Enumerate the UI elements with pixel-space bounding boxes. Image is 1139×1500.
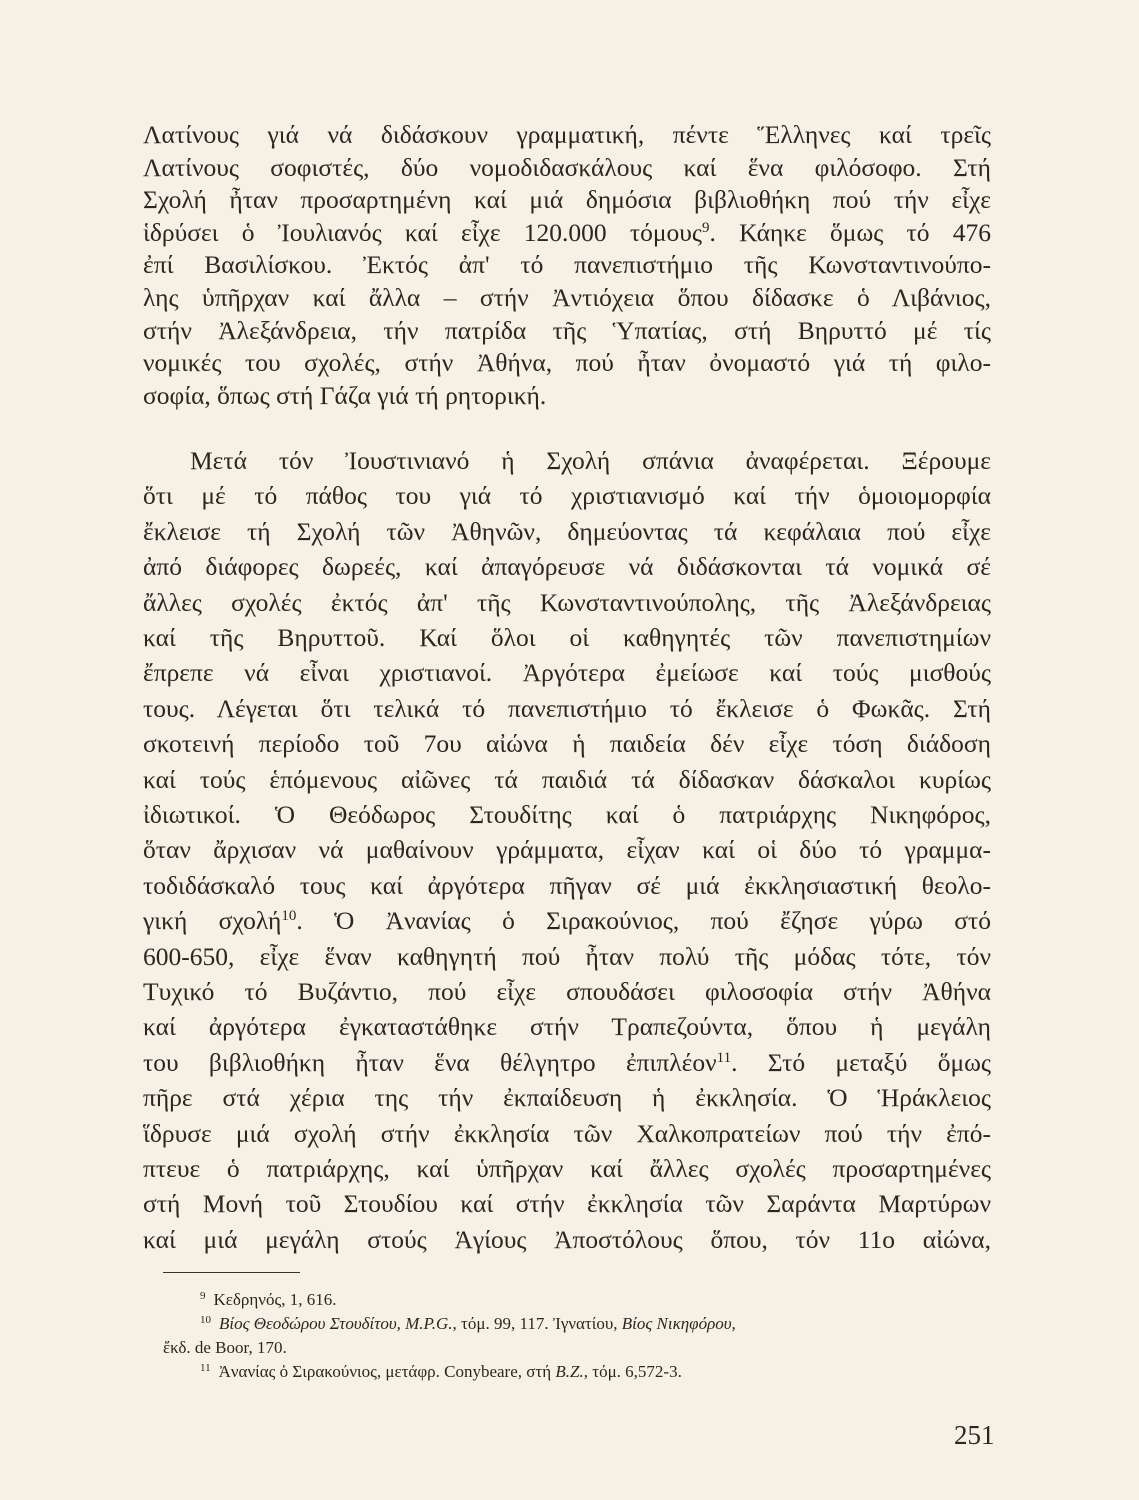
text-line: Λατίνους σοφιστές, δύο νομοδιδασκάλους καί ἕνα φιλόσοφο. Στή (143, 152, 991, 182)
text-line: καί τῆς Βηρυττοῦ. Καί ὅλοι οἱ καθηγητές τῶν πανεπιστημίων (143, 623, 991, 652)
text-line: ἔπρεπε νά εἶναι χριστιανοί. Ἀργότερα ἐμείωσε καί τούς μισθούς (143, 658, 991, 688)
text-line: σκοτεινή περίοδο τοῦ 7ου αἰώνα ἡ παιδεία δέν εἶχε τόση διάδοση (143, 729, 991, 759)
footnote-text: , τόμ. 6,572-3. (583, 1362, 682, 1381)
footnote-title: Βίος Νικηφόρου, (621, 1314, 736, 1333)
text-line: τους. Λέγεται ὅτι τελικά τό πανεπιστήμιο τό ἔκλεισε ὁ Φωκᾶς. Στή (143, 693, 991, 723)
text-line: ἐπί Βασιλίσκου. Ἐκτός ἀπ' τό πανεπιστήμιο τῆς Κωνσταντινούπο- (143, 250, 991, 280)
text-line (143, 1048, 991, 1078)
footnote-11 (200, 1362, 682, 1382)
footnote-10-cont: ἔκδ. de Boor, 170. (163, 1338, 287, 1357)
page-number: 251 (954, 1420, 995, 1450)
text-line: καί τούς ἑπόμενους αἰῶνες τά παιδιά τά δίδασκαν δάσκαλοι κυρίως (143, 764, 991, 794)
text-line: Τυχικό τό Βυζάντιο, πού εἶχε σπουδάσει φιλοσοφία στήν Ἀθήνα (143, 977, 991, 1006)
text-segment: . Στό μεταξύ ὅμως (731, 1047, 991, 1077)
text-line: Λατίνους γιά νά διδάσκουν γραμματική, πέντε Ἕλληνες καί τρεῖς (143, 120, 991, 149)
text-segment: ἱδρύσει ὁ Ἰουλιανός καί εἶχε 120.000 τόμους (143, 217, 703, 247)
footnote-title: B.Z. (555, 1362, 584, 1381)
footnote-reference: 11 (716, 1049, 732, 1066)
text-line: ὅτι μέ τό πάθος του γιά τό χριστιανισμό καί τήν ὁμοιομορφία (143, 481, 991, 511)
text-line (143, 906, 991, 936)
text-line: τοδιδάσκαλό τους καί ἀργότερα πῆγαν σέ μιά ἐκκλησιαστική θεολο- (143, 870, 991, 900)
footnote-divider (163, 1272, 300, 1273)
text-segment: γική σχολή (143, 906, 282, 936)
text-segment: . Κάηκε ὅμως τό 476 (709, 217, 991, 247)
footnote-10 (200, 1314, 992, 1334)
text-line: καί ἀργότερα ἐγκαταστάθηκε στήν Τραπεζούντα, ὅπου ἡ μεγάλη (143, 1012, 991, 1042)
text-line: καί μιά μεγάλη στούς Ἁγίους Ἀποστόλους ὅπου, τόν 11ο αἰώνα, (143, 1224, 991, 1254)
text-line: ἔκλεισε τή Σχολή τῶν Ἀθηνῶν, δημεύοντας τά κεφάλαια πού εἶχε (143, 516, 991, 546)
footnote-reference: 9 (702, 219, 710, 236)
footnote-number: 9 (200, 1290, 206, 1302)
text-line: λης ὑπῆρχαν καί ἄλλα – στήν Ἀντιόχεια ὅπου δίδασκε ὁ Λιβάνιος, (143, 283, 991, 312)
text-line: πτευε ὁ πατριάρχης, καί ὑπῆρχαν καί ἄλλες σχολές προσαρτημένες (143, 1154, 991, 1183)
footnote-text: , τόμ. 99, 117. Ἰγνατίου, (452, 1314, 622, 1333)
text-line: ὅταν ἄρχισαν νά μαθαίνουν γράμματα, εἶχαν καί οἱ δύο τό γραμμα- (143, 835, 991, 865)
text-segment: του βιβλιοθήκη ἦταν ἕνα θέλγητρο ἐπιπλέον (143, 1047, 717, 1077)
text-line: στήν Ἀλεξάνδρεια, τήν πατρίδα τῆς Ὑπατίας, στή Βηρυττό μέ τίς (143, 315, 991, 345)
text-line: ἰδιωτικοί. Ὁ Θεόδωρος Στουδίτης καί ὁ πατριάρχης Νικηφόρος, (143, 800, 991, 829)
text-line: 600-650, εἶχε ἕναν καθηγητή πού ἦταν πολύ τῆς μόδας τότε, τόν (143, 941, 991, 971)
text-line: νομικές του σχολές, στήν Ἀθήνα, πού ἦταν ὀνομαστό γιά τή φιλο- (143, 348, 991, 378)
footnote-number: 11 (200, 1362, 211, 1374)
text-line: ἵδρυσε μιά σχολή στήν ἐκκλησία τῶν Χαλκοπρατείων πού τήν ἐπό- (143, 1118, 991, 1148)
text-line: Σχολή ἦταν προσαρτημένη καί μιά δημόσια βιβλιοθήκη πού τήν εἶχε (143, 185, 991, 215)
text-line: σοφία, ὅπως στή Γάζα γιά τή ρητορική. (143, 380, 547, 410)
text-segment: . Ὁ Ἀνανίας ὁ Σιρακούνιος, πού ἔζησε γύρω στό (296, 906, 991, 936)
text-line: ἄλλες σχολές ἐκτός ἀπ' τῆς Κωνσταντινούπολης, τῆς Ἀλεξάνδρειας (143, 587, 991, 617)
text-line: στή Μονή τοῦ Στουδίου καί στήν ἐκκλησία τῶν Σαράντα Μαρτύρων (143, 1189, 991, 1219)
footnote-title: Βίος Θεοδώρου Στουδίτου, M.P.G. (219, 1314, 453, 1333)
text-line: Μετά τόν Ἰουστινιανό ἡ Σχολή σπάνια ἀναφέρεται. Ξέρουμε (190, 446, 991, 475)
footnote-reference: 10 (281, 908, 297, 925)
footnote-text: Ἀνανίας ὁ Σιρακούνιος, μετάφρ. Conybeare, στή (218, 1362, 556, 1381)
text-line (143, 218, 991, 248)
footnote-9 (200, 1290, 336, 1310)
footnote-text: Κεδρηνός, 1, 616. (213, 1290, 337, 1309)
text-line: ἀπό διάφορες δωρεές, καί ἀπαγόρευσε νά διδάσκονται τά νομικά σέ (143, 552, 991, 582)
text-line: πῆρε στά χέρια της τήν ἐκπαίδευση ἡ ἐκκλησία. Ὁ Ἡράκλειος (143, 1083, 991, 1113)
footnote-number: 10 (200, 1314, 211, 1326)
